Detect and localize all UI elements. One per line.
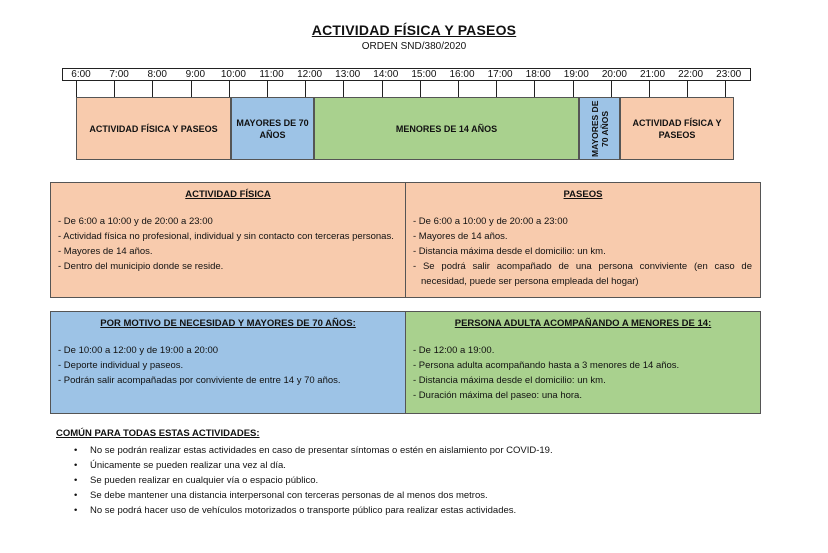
common-rule-text: Se debe mantener una distancia interpersonal con terceras personas de al menos dos metros. xyxy=(90,490,488,501)
timeline-tick xyxy=(382,81,383,97)
timeline-tick xyxy=(305,81,306,97)
list-item: - Persona adulta acompañando hasta a 3 menores de 14 años. xyxy=(413,360,680,371)
list-item: - Dentro del municipio donde se reside. xyxy=(58,261,224,272)
bullet-icon: • xyxy=(74,505,78,516)
list-item xyxy=(70,458,553,473)
timeline-tick xyxy=(343,81,344,97)
bullet-icon: • xyxy=(74,490,78,501)
timeline-tick xyxy=(458,81,459,97)
timeline-tick xyxy=(267,81,268,97)
list-item xyxy=(70,503,553,518)
timeline-hour-label: 18:00 xyxy=(525,69,551,80)
band-evening-activity-label: ACTIVIDAD FÍSICA Y PASEOS xyxy=(632,117,722,140)
common-rule-text: No se podrá hacer uso de vehículos motorizados o transporte público para realizar estas actividades. xyxy=(90,505,517,516)
timeline-tick xyxy=(496,81,497,97)
timeline-hour-label: 19:00 xyxy=(563,69,589,80)
timeline-hour-label: 6:00 xyxy=(71,69,91,80)
timeline-hour-label: 20:00 xyxy=(601,69,627,80)
list-item: - Podrán salir acompañadas por conviviente de entre 14 y 70 años. xyxy=(58,375,341,386)
common-rule-text: Se pueden realizar en cualquier vía o espacio público. xyxy=(90,475,319,486)
box-walks-title: PASEOS xyxy=(563,189,603,200)
timeline-hour-label: 7:00 xyxy=(109,69,129,80)
common-rules-list xyxy=(70,443,553,518)
band-children-label: MENORES DE 14 AÑOS xyxy=(395,123,498,134)
box-necessity-elderly-list xyxy=(51,343,405,388)
band-evening-activity xyxy=(620,97,734,160)
timeline-tick xyxy=(687,81,688,97)
timeline-tick xyxy=(152,81,153,97)
box-adult-with-children-title: PERSONA ADULTA ACOMPAÑANDO A MENORES DE 14: xyxy=(454,318,712,329)
list-item: - Actividad física no profesional, individual y sin contacto con terceras personas. xyxy=(58,231,394,242)
hour-timeline xyxy=(62,68,751,81)
band-evening-elderly xyxy=(579,97,620,160)
timeline-hour-label: 22:00 xyxy=(678,69,704,80)
common-rule-text: Únicamente se pueden realizar una vez al día. xyxy=(90,460,286,471)
timeline-hour-label: 15:00 xyxy=(411,69,437,80)
timeline-hour-label: 8:00 xyxy=(147,69,167,80)
list-item: - De 12:00 a 19:00. xyxy=(413,345,495,356)
bullet-icon: • xyxy=(74,460,78,471)
timeline-tick xyxy=(114,81,115,97)
timeline-tick xyxy=(191,81,192,97)
timeline-hour-label: 14:00 xyxy=(373,69,399,80)
document-title: ACTIVIDAD FÍSICA Y PASEOS xyxy=(311,22,517,38)
timeline-tick xyxy=(229,81,230,97)
timeline-hour-label: 16:00 xyxy=(449,69,475,80)
timeline-tick xyxy=(649,81,650,97)
timeline-tick xyxy=(573,81,574,97)
band-morning-elderly-label: MAYORES DE 70 AÑOS xyxy=(236,117,309,140)
list-item xyxy=(70,488,553,503)
timeline-hour-label: 12:00 xyxy=(297,69,323,80)
bullet-icon: • xyxy=(74,475,78,486)
timeline-hour-label: 11:00 xyxy=(259,69,284,80)
list-item: - Deporte individual y paseos. xyxy=(58,360,184,371)
timeline-tick xyxy=(76,81,77,97)
timeline-hour-label: 9:00 xyxy=(185,69,206,80)
list-item: - Se podrá salir acompañado de una persona conviviente (en caso de necesidad, puede ser persona empleada del hogar) xyxy=(413,261,752,287)
box-adult-with-children xyxy=(405,311,761,414)
band-morning-activity xyxy=(76,97,231,160)
timeline-tick xyxy=(534,81,535,97)
timeline-hour-label: 21:00 xyxy=(639,69,666,80)
box-walks xyxy=(405,182,761,298)
list-item: - Mayores de 14 años. xyxy=(413,231,508,242)
band-children xyxy=(314,97,579,160)
timeline-hour-label: 10:00 xyxy=(220,69,246,80)
common-rule-text: No se podrán realizar estas actividades en caso de presentar síntomas o estén en aislamiento por COVID-19. xyxy=(90,445,553,456)
box-physical-activity-list xyxy=(51,214,405,274)
list-item: - De 6:00 a 10:00 y de 20:00 a 23:00 xyxy=(413,216,568,227)
list-item xyxy=(70,443,553,458)
bullet-icon: • xyxy=(74,445,78,456)
box-physical-activity-title: ACTIVIDAD FÍSICA xyxy=(185,189,271,200)
list-item: - De 6:00 a 10:00 y de 20:00 a 23:00 xyxy=(58,216,213,227)
box-necessity-elderly-title: POR MOTIVO DE NECESIDAD Y MAYORES DE 70 AÑOS: xyxy=(100,318,356,329)
list-item: - Distancia máxima desde el domicilio: un km. xyxy=(413,375,606,386)
box-walks-list xyxy=(406,214,760,289)
list-item xyxy=(70,473,553,488)
list-item: - Distancia máxima desde el domicilio: un km. xyxy=(413,246,606,257)
timeline-hour-label: 13:00 xyxy=(335,69,361,80)
document-subtitle: ORDEN SND/380/2020 xyxy=(361,41,467,52)
timeline-tick xyxy=(725,81,726,97)
box-necessity-elderly xyxy=(50,311,406,414)
timeline-tick xyxy=(420,81,421,97)
band-morning-activity-label: ACTIVIDAD FÍSICA Y PASEOS xyxy=(89,123,218,134)
timeline-hour-label: 17:00 xyxy=(487,69,513,80)
box-physical-activity xyxy=(50,182,406,298)
band-morning-elderly xyxy=(231,97,314,160)
list-item: - Mayores de 14 años. xyxy=(58,246,153,257)
list-item: - De 10:00 a 12:00 y de 19:00 a 20:00 xyxy=(58,345,219,356)
timeline-tick xyxy=(611,81,612,97)
band-evening-elderly-label: MAYORES DE 70 AÑOS xyxy=(589,100,610,157)
timeline-hour-label: 23:00 xyxy=(716,69,742,80)
list-item: - Duración máxima del paseo: una hora. xyxy=(413,390,582,401)
common-rules-title: COMÚN PARA TODAS ESTAS ACTIVIDADES: xyxy=(56,428,260,439)
box-adult-with-children-list xyxy=(406,343,760,403)
